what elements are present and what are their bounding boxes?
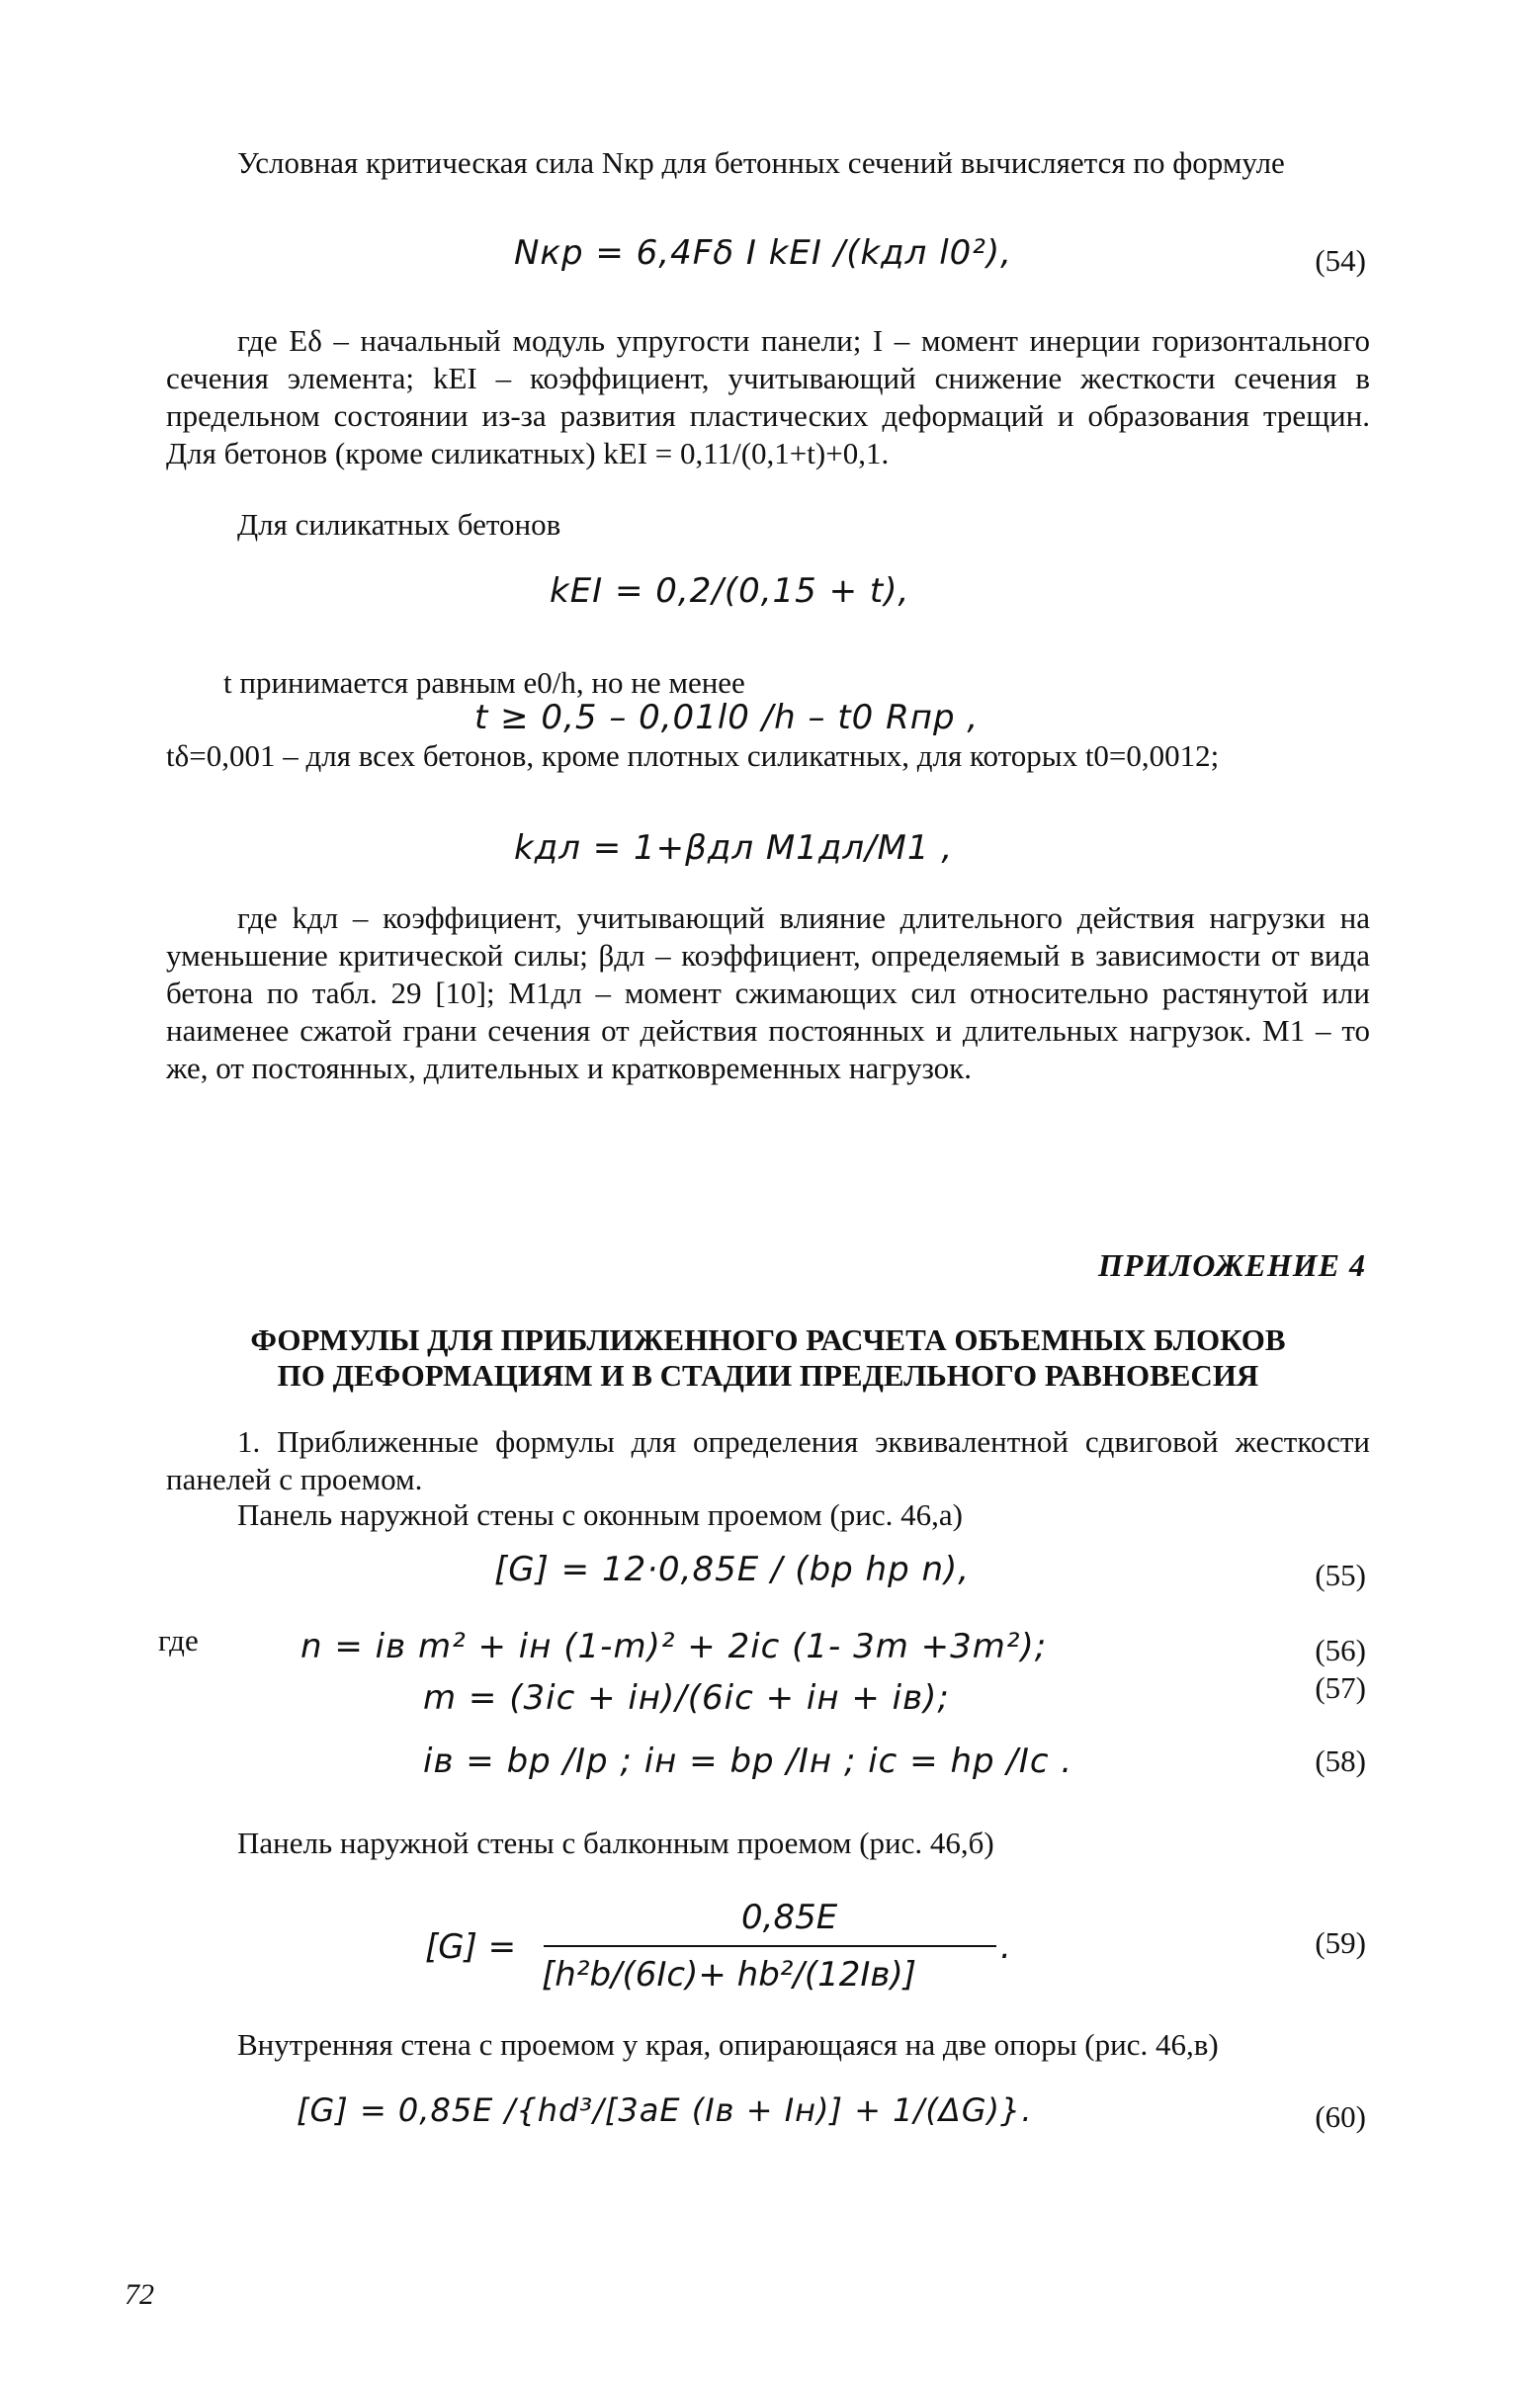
equation-number-60: (60) bbox=[1315, 2099, 1366, 2134]
formula-59 bbox=[425, 1898, 1038, 2016]
equation-number-59: (59) bbox=[1315, 1925, 1366, 1960]
formula-59-period: . bbox=[1000, 1927, 1011, 1967]
formula-kei-silicate: kEI = 0,2/(0,15 + t), bbox=[550, 571, 910, 611]
formula-60: [G] = 0,85E /{hd³/[3aE (Iв + Iн)] + 1/(ΔG)}. bbox=[297, 2091, 1033, 2129]
equation-number-56: (56) bbox=[1315, 1633, 1366, 1667]
paragraph-silicate: Для силикатных бетонов bbox=[237, 507, 561, 542]
formula-59-numerator: 0,85E bbox=[741, 1898, 838, 1937]
paragraph-kdl-definition: где kдл – коэффициент, учитывающий влияние длительного действия нагрузки на уменьшение критической силы; βдл – коэффициент, определяемый в зависимости от вида бетона по табл. 29 [10]; M1дл – момент сжимающих сил относительно растянутой или наименее сжатой грани сечения от действия постоянных и длительных нагрузок. M1 – то же, от постоянных, длительных и кратковременных нагрузок. bbox=[166, 900, 1370, 1085]
paragraph-critical-force: Условная критическая сила Nкр для бетонных сечений вычисляется по формуле bbox=[237, 145, 1285, 180]
paragraph-inner-wall: Внутренняя стена с проемом у края, опирающаяся на две опоры (рис. 46,в) bbox=[237, 2027, 1219, 2062]
paragraph-shear-stiffness: 1. Приближенные формулы для определения эквивалентной сдвиговой жесткости панелей с проемом. bbox=[166, 1424, 1370, 1496]
formula-55: [G] = 12·0,85E / (bp hp n), bbox=[494, 1550, 971, 1589]
label-where: где bbox=[158, 1623, 199, 1658]
appendix-title: ПРИЛОЖЕНИЕ 4 bbox=[1097, 1247, 1366, 1283]
paragraph-definitions: где Eδ – начальный модуль упругости панели; I – момент инерции горизонтального сечения элемента; kEI – коэффициент, учитывающий снижение жесткости сечения в предельном состоянии из-за развития пластических деформаций и образования трещин. Для бетонов (кроме силикатных) kEI = 0,11/(0,1+t)+0,1. bbox=[166, 323, 1370, 470]
formula-59-denominator: [h²b/(6Iс)+ hb²/(12Iв)] bbox=[542, 1955, 916, 1995]
formula-56: n = iв m² + iн (1-m)² + 2iс (1- 3m +3m²); bbox=[300, 1627, 1048, 1666]
formula-t-min: t ≥ 0,5 – 0,01l0 /h – t0 Rпр , bbox=[474, 698, 980, 737]
equation-number-54: (54) bbox=[1315, 243, 1366, 278]
formula-59-lhs: [G] = bbox=[425, 1927, 517, 1967]
equation-number-55: (55) bbox=[1315, 1558, 1366, 1592]
paragraph-window-panel: Панель наружной стены с оконным проемом (рис. 46,а) bbox=[237, 1497, 963, 1532]
formula-57: m = (3iс + iн)/(6iс + iн + iв); bbox=[423, 1678, 950, 1718]
formula-58: iв = bp /Iр ; iн = bр /Iн ; iс = hр /Iс . bbox=[423, 1742, 1073, 1781]
equation-number-58: (58) bbox=[1315, 1743, 1366, 1778]
equation-number-57: (57) bbox=[1315, 1670, 1366, 1705]
paragraph-t-value: t принимается равным e0/h, но не менее bbox=[223, 665, 745, 700]
appendix-heading-line-2: ПО ДЕФОРМАЦИЯМ И В СТАДИИ ПРЕДЕЛЬНОГО РАВНОВЕСИЯ bbox=[277, 1358, 1259, 1393]
paragraph-balcony-panel: Панель наружной стены с балконным проемом (рис. 46,б) bbox=[237, 1826, 994, 1860]
formula-54: Nкр = 6,4Fδ I kEI /(kдл l0²), bbox=[514, 233, 1012, 273]
fraction-bar bbox=[544, 1945, 996, 1947]
formula-kdl: kдл = 1+βдл M1дл/M1 , bbox=[514, 828, 954, 868]
page-number: 72 bbox=[125, 2278, 154, 2311]
appendix-heading-line-1: ФОРМУЛЫ ДЛЯ ПРИБЛИЖЕННОГО РАСЧЕТА ОБЪЕМНЫХ БЛОКОВ bbox=[250, 1322, 1286, 1357]
paragraph-t0: tδ=0,001 – для всех бетонов, кроме плотных силикатных, для которых t0=0,0012; bbox=[166, 738, 1220, 773]
